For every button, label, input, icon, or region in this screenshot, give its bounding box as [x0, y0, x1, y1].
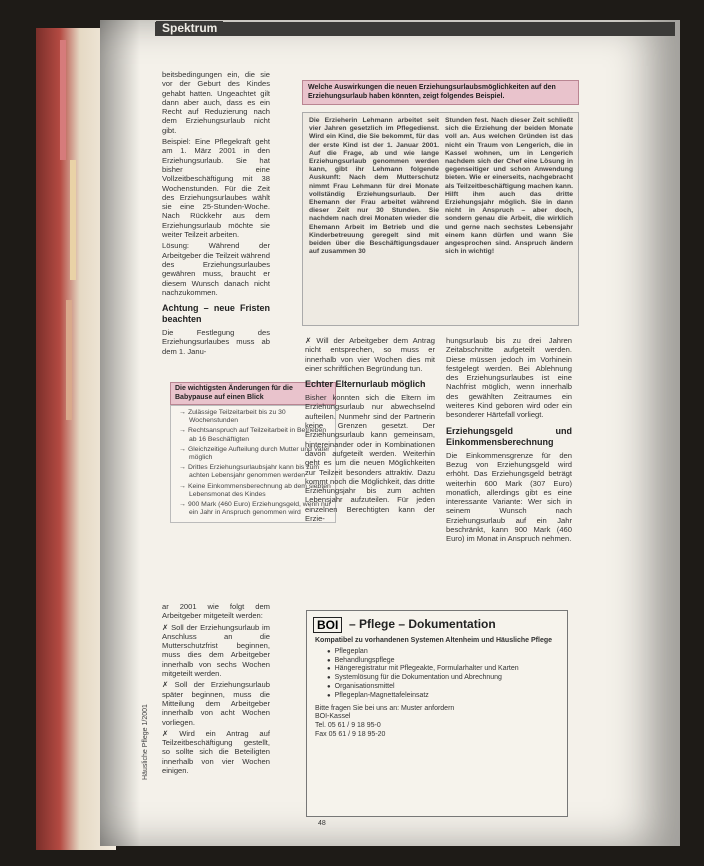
arrow-icon: → [179, 427, 188, 435]
deadline-text: Die Festlegung des Erziehungsurlaubes muss ab dem 1. Janu- [162, 328, 270, 356]
allowance-text: Die Einkommensgrenze für den Bezug von Erziehungsgeld wird erhöht. Das Erziehungsgeld beträgt weiterhin 600 Mark (307 Euro) monatlich, allerdings gibt es eine interessante Variante: Wer sich in seinem Wunsch nach Erziehungsurlaub auf ein Jahr beschränkt, kann 900 Mark (460 Euro) im Monat in Anspruch nehmen. [446, 450, 572, 544]
list-item: → Rechtsanspruch auf Teilzeitarbeit in Betrieben ab 16 Beschäftigten [179, 427, 327, 443]
list-item: ● Pflegeplan [327, 648, 561, 657]
tab-marker [60, 40, 66, 160]
x-bullet-icon: ✗ [162, 622, 172, 632]
solution-text: Lösung: Während der Arbeitgeber die Teilzeit während des Erziehungsurlaubes gewähren muss, braucht er diesem Wunsch danach nicht nachzukommen. [162, 241, 270, 297]
ad-list [315, 648, 561, 701]
ad-fax: Fax 05 61 / 9 18 95-20 [315, 730, 386, 738]
arrow-icon: → [179, 464, 188, 472]
list-item: ● Behandlungspflege [327, 657, 561, 666]
bullet-item: ✗ Wird ein Antrag auf Teilzeitbeschäftigung gestellt, so sollte sich die Beteiligten innerhalb von vier Wochen einigen. [162, 728, 270, 776]
example-box [302, 112, 579, 326]
x-bullet-icon: ✗ [162, 728, 180, 738]
column-1 [162, 70, 270, 358]
example-box-title: Welche Auswirkungen die neuen Erziehungsurlaubsmöglichkeiten auf den Erziehungsurlaub haben könnten, zeigt folgendes Beispiel. [302, 80, 579, 105]
bullet-item: ✗ Will der Arbeitgeber dem Antrag nicht entsprechen, so muss er innerhalb von vier Wochen dies mit einer schriftlichen Begründung tun. [305, 336, 435, 373]
side-caption: Häusliche Pflege 1/2001 [142, 704, 149, 780]
ad-title: – Pflege – Dokumentation [349, 617, 496, 631]
ad-body [315, 637, 561, 740]
column-3 [446, 336, 572, 546]
list-item: ● Systemlösung für die Dokumentation und Abrechnung [327, 674, 561, 683]
list-item: → 900 Mark (460 Euro) Erziehungsgeld, wenn nur ein Jahr in Anspruch genommen wird [179, 501, 331, 517]
parental-leave-text: Bisher konnten sich die Eltern im Erziehungsurlaub nur abwechselnd aufteilen. Nunmehr sind der Partnerin keine Grenzen gesetzt. Der Erziehungsurlaub kann gemeinsam, hintereinander oder in Kombinationen davon aufgeteilt werden. Weiterhin geht es um die neuen Möglichkeiten zur Teilzeit besonders attraktiv. Dazu kommt noch die Möglichkeit, das dritte Erziehungsjahr bis zum achten Lebensjahr aufzuteilen. Für jeden einzelnen Berechtigten kann der Erzie- [305, 393, 435, 524]
heading-deadlines: Achtung – neue Fristen beachten [162, 303, 270, 325]
intro-text: beitsbedingungen ein, die sie vor der Geburt des Kindes gehabt hatten. Ungeachtet gilt dann aber auch, dass es ein Recht auf Reduzierung nach dem Erziehungsurlaub nicht gibt. [162, 70, 270, 135]
arrow-icon: → [179, 482, 188, 490]
example-left-text: Die Erzieherin Lehmann arbeitet seit vier Jahren gesetzlich im Pflegedienst. Wird ein Kind, die Sie bekommt, für das der erste Kind ist der 1. Januar 2001. Auf die Frage, ab und wie lange Erziehungsurlaub genommen werden kann, gibt ihr Lehmann folgende Auskunft: Nach dem Mutterschutz nimmt Frau Lehmann für drei Monate vollständig Erziehungsurlaub. Der Ehemann der Frau arbeitet während dieser Zeit nur 30 Stunden. Sie nachdem nach drei Monaten wieder die Ehemann Arbeit im Betrieb und die Kinderbetreuung geregelt sind mit beiden über die Beschäftigungsdauer auf zusammen 30 [309, 117, 439, 256]
arrow-icon: → [179, 445, 188, 453]
list-item: → Gleichzeitige Aufteilung durch Mutter und Vater möglich [179, 445, 330, 462]
column-2 [305, 336, 435, 525]
x-bullet-icon: ✗ [162, 680, 175, 690]
changes-box-title: Die wichtigsten Änderungen für die Babypause auf einen Blick [170, 382, 336, 405]
magazine-page [100, 20, 680, 846]
header-bar [155, 22, 675, 36]
boi-logo: BOI [313, 617, 342, 633]
page-number: 48 [318, 820, 326, 827]
heading-parental-leave: Echter Elternurlaub möglich [305, 379, 426, 390]
list-item: → Keine Einkommensberechnung ab dem siebten Lebensmonat des Kindes [179, 482, 331, 498]
spine-shadow [100, 20, 140, 846]
list-item: ● Pflegeplan-Magnettafeleinsatz [327, 692, 561, 701]
ad-contact: Bitte fragen Sie bei uns an: Muster anfordern [315, 704, 455, 712]
list-item: ● Hängeregistratur mit Pflegeakte, Formularhalter und Karten [327, 665, 561, 674]
example-right-text: Stunden fest. Nach dieser Zeit schließt sich die Erziehung der beiden Monate voll an. Aus welchen Gründen ist das nicht ein Traum von Lengerich, die in Kassel wohnen, um in Lengerich nachdem sich der Chef eine Lösung in gegenseitiger und schon Anwendung bieten. Wie er einerseits, nachgebracht als Teilzeitbeschäftigung machen kann. Hilft ihm auch das dritte Erziehungsjahr möglich. Sie in dann nicht in Anspruch – aber doch, sondern genau die Arbeit, die wirklich und gerne nach sechstes Lebensjahr einem kann dürfen und wann Sie angesprochen sind. Anspruch ändern sich in wichtig! [445, 117, 573, 256]
tab-marker [66, 300, 72, 420]
section-title: Spektrum [156, 21, 223, 35]
list-item: → Drittes Erziehungsurlaubsjahr kann bis zum achten Lebensjahr genommen werden [179, 464, 320, 480]
bullet-item: ✗ Soll der Erziehungsurlaub später beginnen, muss die Mitteilung dem Arbeitgeber innerhalb von acht Wochen vorliegen. [162, 680, 270, 727]
heading-allowance: Erziehungsgeld und Einkommensberechnung [446, 425, 572, 447]
ad-phone: Tel. 05 61 / 9 18 95-0 [315, 722, 381, 730]
arrow-icon: → [179, 409, 188, 416]
example-text: Beispiel: Eine Pflegekraft geht am 1. März 2001 in den Erziehungsurlaub. Sie hat bisher eine Vollzeitbeschäftigung mit 38 Wochenstunden. Für die Zeit des Erziehungsurlaubes wählt sie eine 25-Stunden-Woche. Nach Rückkehr aus dem Erziehungsurlaub möchte sie weiter Teilzeit arbeiten. [162, 137, 270, 240]
list-item: → Zulässige Teilzeitarbeit bis zu 30 Wochenstunden [179, 409, 286, 425]
advertisement [306, 610, 568, 817]
bullet-item: ✗ Soll der Erziehungsurlaub im Anschluss an die Mutterschutzfrist beginnen, muss dies dem Arbeitgeber innerhalb von sechs Wochen mitgeteilt werden. [162, 622, 270, 679]
ad-lead: Kompatibel zu vorhandenen Systemen Altenheim und Häusliche Pflege [315, 637, 553, 644]
column-1-continued [162, 602, 270, 777]
ad-company: BOI-Kassel [315, 713, 351, 721]
after-box-text: ar 2001 wie folgt dem Arbeitgeber mitgeteilt werden: [162, 602, 270, 621]
x-bullet-icon: ✗ [305, 336, 317, 345]
list-item: ● Organisationsmittel [327, 683, 561, 692]
leave-split-text: hungsurlaub bis zu drei Jahren Zeitabschnitte aufgeteilt werden. Diese müssen jedoch im Vorhinein festgelegt werden. Bei Ablehnung des Erziehungsurlaubes ist eine Nachfrist möglich, wenn innerhalb des gewählten Zeitraumes ein weiteres Kind geboren wird oder ein besonderer Härtefall vorliegt. [446, 336, 572, 420]
arrow-icon: → [179, 501, 188, 509]
tab-marker [70, 160, 76, 280]
